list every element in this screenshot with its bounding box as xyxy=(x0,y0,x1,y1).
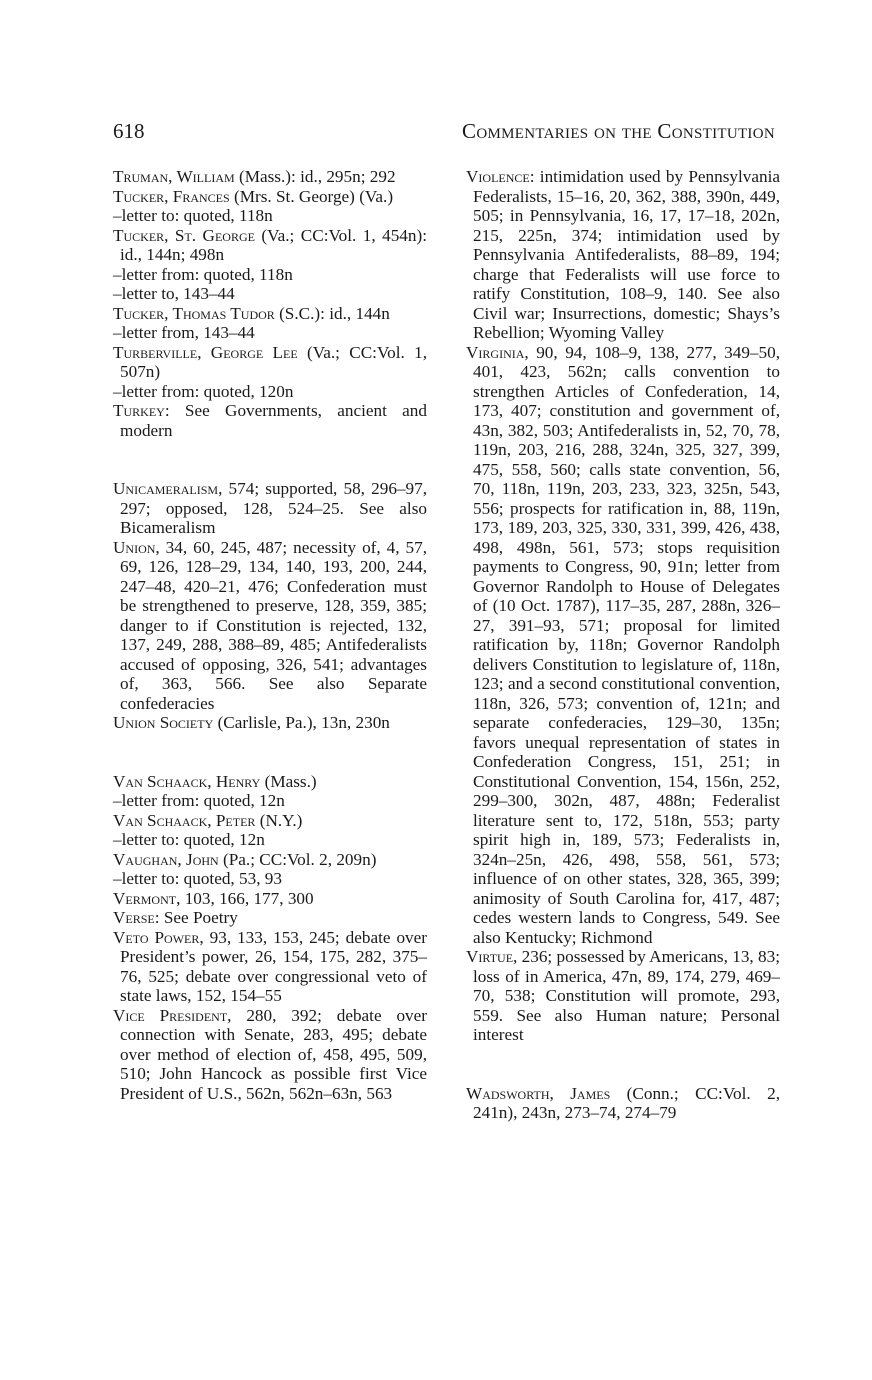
entry-heading: Tucker, St. George xyxy=(113,225,255,245)
running-head: Commentaries on the Constitution xyxy=(462,119,775,143)
entry-text: –letter from: quoted, 120n xyxy=(113,381,294,401)
entry-text: –letter to: quoted, 118n xyxy=(113,206,273,225)
entry-text: –letter to: quoted, 53, 93 xyxy=(113,869,282,888)
section-gap xyxy=(113,440,427,479)
entry-text: , 90, 94, 108–9, 138, 277, 349–50, 401, 423, 562n; calls convention to strengthen Articles of Confederation, 14, 173, 407; constitution and government of, 43n, 382, 503; Antifederalists in, 52, 70, 78, 119n, 203, 216, 288, 324n, 325, 327, 399, 475, 558, 560; calls state convention, 56, 70, 118n, 119n, 203, 233, 323, 325n, 543, 556; prospects for ratification in, 88, 119n, 173, 189, 203, 325, 330, 331, 399, 426, 438, 498, 498n, 561, 573; stops requisition payments to Congress, 90, 91n; letter from Governor Randolph to House of Delegates of (10 Oct. 1787), 117–35, 287, 288n, 326–27, 391–93, 571; proposal for limited ratification by, 118n; Governor Randolph delivers Constitution to legislature of, 118n, 123; and a second constitutional convention, 118n, 326, 573; convention of, 121n; and separate confederacies, 129–30, 135n; favors unequal representation of states in Confederation Congress, 151, 251; in Constitutional Convention, 154, 156n, 252, 299–300, 302n, 487, 488n; Federalist literature sent to, 172, 518n, 553; party spirit high in, 189, 573; Federalists in, 324n–25n, 426, 498, 558, 561, 573; influence of on other states, 328, 365, 399; animosity of South Carolina for, 417, 487; cedes western lands to Congress, 549. See also Kentucky; Richmond xyxy=(473,342,780,947)
index-subentry xyxy=(113,382,427,402)
entry-text: , 236; possessed by Americans, 13, 83; loss of in America, 47n, 89, 174, 279, 469–70, 538; Constitution will promote, 293, 559. See also Human nature; Personal interest xyxy=(473,947,780,1044)
page-number: 618 xyxy=(113,119,145,143)
entry-heading: Veto Power xyxy=(113,927,200,947)
index-subentry xyxy=(113,791,427,811)
index-entry xyxy=(466,947,780,1045)
index-entry xyxy=(113,850,427,870)
index-entry xyxy=(466,1084,780,1123)
index-entry xyxy=(113,811,427,831)
entry-text: , 34, 60, 245, 487; necessity of, 4, 57, 69, 126, 128–29, 134, 140, 193, 200, 244, 247–48, 420–21, 476; Confederation must be strengthened to preserve, 128, 359, 385; danger to if Constitution is rejected, 132, 137, 249, 288, 388–89, 485; Antifederalists accused of opposing, 326, 541; advantages of, 363, 566. See also Separate confederacies xyxy=(120,537,427,713)
entry-text: (Mrs. St. George) (Va.) xyxy=(229,186,394,206)
left-column xyxy=(113,167,427,1103)
index-subentry xyxy=(113,869,427,889)
entry-text: , 93, 133, 153, 245; debate over President’s power, 26, 154, 175, 282, 375–76, 525; debate over congressional veto of state laws, 152, 154–55 xyxy=(120,927,427,1005)
entry-text: –letter from: quoted, 118n xyxy=(113,264,293,284)
index-entry xyxy=(113,479,427,538)
entry-text: (Conn.; CC:Vol. 2, 241n), 243n, 273–74, 274–79 xyxy=(473,1083,780,1122)
entry-heading: Unicameralism xyxy=(113,479,219,498)
index-entry xyxy=(113,928,427,1006)
entry-heading: Union xyxy=(113,537,156,557)
entry-text: –letter from: quoted, 12n xyxy=(113,791,285,810)
entry-text: (Va.; CC:Vol. 1, 507n) xyxy=(120,342,428,381)
index-entry xyxy=(113,889,427,909)
entry-heading: Virtue xyxy=(466,947,514,966)
entry-heading: Tucker, Thomas Tudor xyxy=(113,303,275,323)
entry-heading: Turberville, George Lee xyxy=(113,342,298,362)
section-gap xyxy=(113,733,427,772)
index-entry xyxy=(466,167,780,343)
entry-heading: Vermont xyxy=(113,888,177,908)
entry-text: (N.Y.) xyxy=(255,810,303,830)
index-subentry xyxy=(113,265,427,285)
page-header xyxy=(113,119,775,149)
entry-text: : See Poetry xyxy=(154,908,238,927)
entry-text: (Mass.): id., 295n; 292 xyxy=(234,167,396,186)
entry-text: (S.C.): id., 144n xyxy=(274,303,390,323)
index-entry xyxy=(113,538,427,714)
index-subentry xyxy=(113,830,427,850)
entry-heading: Turkey xyxy=(113,401,165,420)
entry-text: , 574; supported, 58, 296–97, 297; opposed, 128, 524–25. See also Bicameralism xyxy=(120,479,427,537)
entry-text: (Pa.; CC:Vol. 2, 209n) xyxy=(218,849,377,869)
index-subentry xyxy=(113,323,427,343)
entry-heading: Union Society xyxy=(113,713,214,732)
index-entry xyxy=(113,401,427,440)
entry-heading: Violence xyxy=(466,167,530,186)
entry-text: –letter to, 143–44 xyxy=(113,284,235,303)
index-subentry xyxy=(113,284,427,304)
index-entry xyxy=(113,1006,427,1104)
entry-text: , 103, 166, 177, 300 xyxy=(176,888,314,908)
index-entry xyxy=(113,343,427,382)
entry-text: : intimidation used by Pennsylvania Federalists, 15–16, 20, 362, 388, 390n, 449, 505; in Pennsylvania, 16, 17, 17–18, 202n, 215, 225n, 374; intimidation used by Pennsylvania Antifederalists, 88–89, 194; charge that Federalists will use force to ratify Constitution, 108–9, 140. See also Civil war; Insurrections, domestic; Shays’s Rebellion; Wyoming Valley xyxy=(473,167,780,342)
entry-text: –letter from, 143–44 xyxy=(113,323,255,342)
index-entry xyxy=(113,304,427,324)
entry-heading: Van Schaack, Henry xyxy=(113,771,261,791)
entry-text: (Carlisle, Pa.), 13n, 230n xyxy=(213,713,390,732)
section-gap xyxy=(466,1045,780,1084)
entry-heading: Tucker, Frances xyxy=(113,186,230,206)
entry-text: –letter to: quoted, 12n xyxy=(113,830,265,849)
index-entry xyxy=(113,226,427,265)
index-entry xyxy=(113,713,427,733)
right-column xyxy=(466,167,780,1123)
entry-heading: Van Schaack, Peter xyxy=(113,810,256,830)
entry-heading: Truman, William xyxy=(113,167,235,186)
entry-heading: Virginia xyxy=(466,342,525,362)
index-entry xyxy=(113,187,427,207)
index-entry xyxy=(113,772,427,792)
entry-heading: Wadsworth, James xyxy=(466,1083,611,1103)
entry-text: (Va.; CC:Vol. 1, 454n): id., 144n; 498n xyxy=(120,225,427,264)
entry-heading: Verse xyxy=(113,908,155,927)
index-subentry xyxy=(113,206,427,226)
entry-text: , 280, 392; debate over connection with Senate, 283, 495; debate over method of election of, 458, 495, 509, 510; John Hancock as possible first Vice President of U.S., 562n, 562n–63n, 563 xyxy=(120,1005,427,1103)
index-entry xyxy=(113,908,427,928)
entry-heading: Vaughan, John xyxy=(113,849,219,869)
entry-text: : See Governments, ancient and modern xyxy=(120,401,427,440)
entry-text: (Mass.) xyxy=(260,771,317,791)
entry-heading: Vice President xyxy=(113,1005,228,1025)
index-entry xyxy=(113,167,427,187)
index-entry xyxy=(466,343,780,948)
